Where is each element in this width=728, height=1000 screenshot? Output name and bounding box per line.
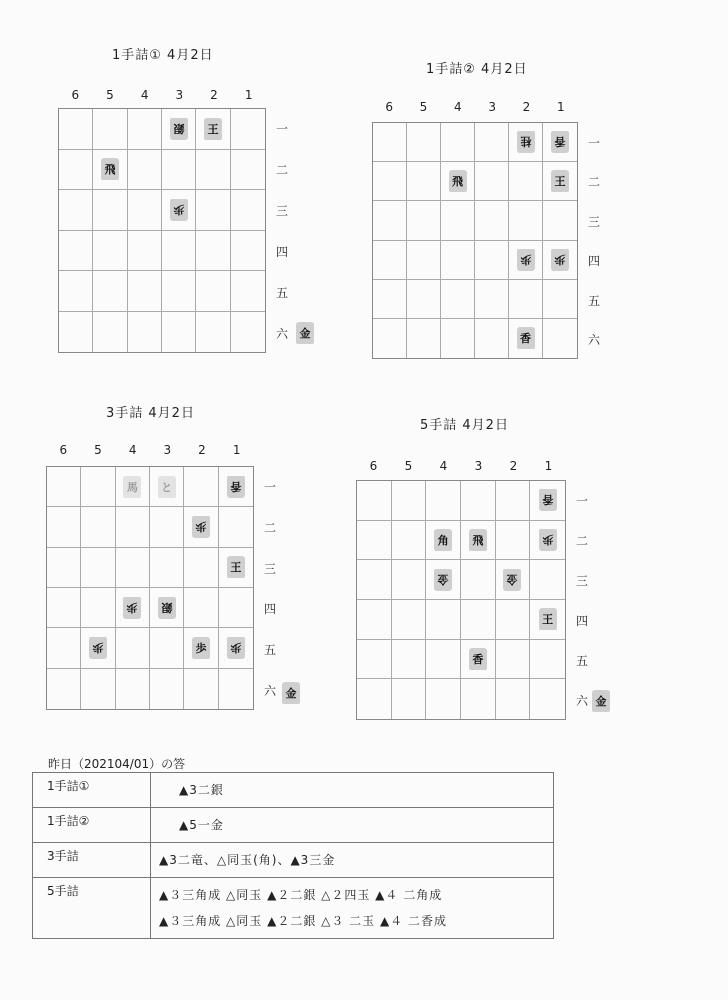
shogi-piece: 歩: [170, 199, 188, 221]
board-square: [509, 280, 543, 319]
board-square: [426, 481, 461, 521]
board-square: [543, 162, 577, 201]
column-number: 6: [59, 443, 68, 457]
board-square: [407, 319, 441, 358]
board-square: [392, 600, 427, 640]
board-square: [219, 588, 253, 628]
board-square: [196, 231, 230, 272]
board-square: [162, 312, 196, 353]
board-square: [407, 162, 441, 201]
row-number: 一: [575, 494, 588, 508]
board-square: [93, 109, 127, 150]
column-number: 3: [488, 100, 496, 114]
board-square: [530, 600, 565, 640]
shogi-piece: 桂: [517, 131, 535, 153]
column-number: 1: [244, 88, 253, 102]
board-square: [128, 150, 162, 191]
shogi-piece: 王: [539, 608, 557, 630]
piece-in-hand: [296, 322, 314, 344]
board-square: [196, 190, 230, 231]
row-number: 二: [263, 521, 276, 535]
board-square: [81, 588, 115, 628]
answer-label: 5手詰: [33, 878, 151, 939]
board-square: [475, 162, 509, 201]
column-number: 6: [385, 100, 393, 114]
board-square: [81, 507, 115, 547]
shogi-piece: 香: [227, 476, 245, 498]
puzzle-title: 5手詰 4月2日: [420, 418, 509, 433]
board-square: [128, 231, 162, 272]
column-number: 4: [454, 100, 462, 114]
board-square: [116, 669, 150, 709]
column-number: 4: [140, 88, 149, 102]
board-square: [407, 201, 441, 240]
column-number: 5: [404, 459, 413, 473]
board-square: [116, 548, 150, 588]
board-square: [162, 109, 196, 150]
column-number: 5: [419, 100, 428, 114]
column-number: 1: [544, 459, 553, 473]
shogi-piece: 飛: [469, 529, 487, 551]
column-number: 5: [106, 88, 114, 102]
row-number: 三: [587, 214, 600, 229]
row-number: 六: [575, 694, 588, 708]
answer-text: [151, 878, 554, 939]
shogi-board: [356, 480, 566, 720]
board-square: [496, 679, 531, 719]
board-square: [162, 190, 196, 231]
shogi-piece: 王: [227, 556, 245, 578]
answer-line: ▲３三角成 △同玉 ▲２二銀 △３ 二玉 ▲４ 二香成: [159, 914, 448, 928]
board-square: [407, 280, 441, 319]
answer-line: ▲5一金: [179, 818, 224, 832]
board-square: [162, 271, 196, 312]
board-square: [373, 123, 407, 162]
row-number: 二: [275, 163, 288, 178]
board-square: [47, 669, 81, 709]
board-square: [357, 560, 392, 600]
shogi-piece: 金: [503, 569, 521, 591]
board-square: [543, 319, 577, 358]
shogi-piece: 歩: [123, 597, 141, 619]
board-square: [196, 109, 230, 150]
board-square: [231, 312, 265, 353]
puzzle-title: 1手詰① 4月2日: [112, 48, 214, 63]
column-number: 4: [128, 443, 137, 457]
board-square: [219, 548, 253, 588]
board-square: [59, 271, 93, 312]
board-square: [426, 640, 461, 680]
column-number: 6: [369, 459, 378, 473]
board-square: [475, 241, 509, 280]
board-square: [509, 201, 543, 240]
board-square: [93, 312, 127, 353]
board-square: [81, 628, 115, 668]
shogi-piece: 歩: [192, 637, 210, 659]
column-number: 3: [175, 88, 184, 102]
board-square: [373, 241, 407, 280]
row-number: 六: [275, 326, 288, 341]
board-square: [116, 588, 150, 628]
board-square: [543, 280, 577, 319]
answer-row: [33, 808, 554, 843]
board-square: [426, 679, 461, 719]
board-square: [59, 109, 93, 150]
board-square: [407, 241, 441, 280]
board-square: [116, 507, 150, 547]
board-square: [475, 280, 509, 319]
board-square: [184, 628, 218, 668]
answers-table: [32, 772, 554, 939]
board-square: [150, 507, 184, 547]
board-square: [184, 507, 218, 547]
board-square: [475, 319, 509, 358]
board-square: [93, 190, 127, 231]
board-square: [150, 548, 184, 588]
board-square: [373, 319, 407, 358]
board-square: [184, 588, 218, 628]
answer-label: 1手詰①: [33, 773, 151, 808]
board-square: [231, 150, 265, 191]
board-square: [231, 271, 265, 312]
board-square: [509, 123, 543, 162]
shogi-piece: 香: [469, 648, 487, 670]
answers-title: 昨日（202104/01）の答: [48, 757, 186, 771]
board-square: [150, 669, 184, 709]
board-square: [116, 628, 150, 668]
board-square: [150, 467, 184, 507]
board-square: [184, 669, 218, 709]
shogi-piece: 王: [204, 118, 222, 140]
row-number: 一: [275, 122, 288, 137]
shogi-piece: 歩: [89, 637, 107, 659]
answer-row: [33, 773, 554, 808]
row-number: 五: [575, 654, 588, 668]
shogi-piece: 王: [551, 170, 569, 192]
board-square: [184, 548, 218, 588]
shogi-piece: 馬: [123, 476, 141, 498]
board-square: [441, 280, 475, 319]
shogi-piece: 金: [434, 569, 452, 591]
board-square: [441, 123, 475, 162]
row-number: 一: [263, 480, 276, 495]
row-number: 三: [263, 561, 276, 576]
puzzle-title: 3手詰 4月2日: [106, 406, 195, 421]
shogi-piece: と: [158, 476, 176, 498]
shogi-board: [58, 108, 266, 353]
column-number: 2: [509, 459, 518, 473]
board-square: [543, 241, 577, 280]
board-square: [496, 560, 531, 600]
board-square: [128, 109, 162, 150]
answer-line: ▲3二竜、△同玉(角)、▲3三金: [159, 853, 336, 867]
shogi-board: [46, 466, 254, 710]
board-square: [47, 548, 81, 588]
board-square: [219, 507, 253, 547]
shogi-piece: 歩: [551, 249, 569, 271]
column-number: 1: [557, 100, 565, 114]
board-square: [47, 588, 81, 628]
board-square: [162, 150, 196, 191]
piece-in-hand: [282, 682, 300, 704]
board-square: [543, 201, 577, 240]
column-number: 2: [522, 100, 531, 114]
board-square: [59, 231, 93, 272]
board-square: [509, 162, 543, 201]
board-square: [116, 467, 150, 507]
board-square: [128, 190, 162, 231]
row-number: 四: [275, 244, 288, 259]
board-square: [219, 467, 253, 507]
board-square: [392, 560, 427, 600]
answer-line: ▲3二銀: [179, 783, 224, 797]
shogi-piece: 金: [296, 322, 314, 344]
row-number: 四: [575, 614, 588, 628]
column-number: 2: [210, 88, 218, 102]
board-square: [357, 600, 392, 640]
board-square: [128, 312, 162, 353]
board-square: [231, 109, 265, 150]
row-number: 四: [263, 602, 276, 617]
answer-label: 1手詰②: [33, 808, 151, 843]
board-square: [509, 319, 543, 358]
column-number: 1: [232, 443, 241, 457]
column-number: 2: [198, 443, 206, 457]
answer-text: [151, 843, 554, 878]
shogi-piece: 歩: [517, 249, 535, 271]
board-square: [392, 521, 427, 561]
board-square: [357, 481, 392, 521]
board-square: [461, 481, 496, 521]
board-square: [93, 150, 127, 191]
answer-label: 3手詰: [33, 843, 151, 878]
board-square: [461, 600, 496, 640]
row-number: 六: [587, 333, 600, 348]
board-square: [441, 319, 475, 358]
board-square: [373, 280, 407, 319]
board-square: [461, 640, 496, 680]
answer-line: ▲３三角成 △同玉 ▲２二銀 △２四玉 ▲４ 二角成: [159, 888, 443, 902]
board-square: [184, 467, 218, 507]
answer-row: [33, 843, 554, 878]
answer-text: [151, 808, 554, 843]
board-square: [196, 150, 230, 191]
column-number: 5: [94, 443, 102, 457]
answer-row: [33, 878, 554, 939]
row-number: 三: [275, 204, 288, 219]
board-square: [426, 521, 461, 561]
column-number: 3: [474, 459, 483, 473]
board-square: [47, 507, 81, 547]
column-number: 3: [163, 443, 172, 457]
board-square: [162, 231, 196, 272]
board-square: [150, 588, 184, 628]
board-square: [59, 150, 93, 191]
board-square: [231, 231, 265, 272]
board-square: [509, 241, 543, 280]
board-square: [231, 190, 265, 231]
board-square: [47, 467, 81, 507]
board-square: [196, 271, 230, 312]
board-square: [93, 271, 127, 312]
board-square: [81, 467, 115, 507]
board-square: [530, 481, 565, 521]
board-square: [219, 628, 253, 668]
shogi-board: [372, 122, 578, 359]
board-square: [357, 679, 392, 719]
board-square: [81, 548, 115, 588]
shogi-piece: 歩: [227, 637, 245, 659]
board-square: [441, 201, 475, 240]
board-square: [475, 201, 509, 240]
row-number: 三: [575, 574, 588, 588]
board-square: [373, 162, 407, 201]
shogi-piece: 歩: [192, 516, 210, 538]
board-square: [530, 640, 565, 680]
board-square: [543, 123, 577, 162]
board-square: [496, 481, 531, 521]
board-square: [392, 640, 427, 680]
board-square: [530, 560, 565, 600]
shogi-piece: 角: [434, 529, 452, 551]
board-square: [441, 162, 475, 201]
row-number: 五: [587, 293, 600, 308]
shogi-piece: 銀: [170, 118, 188, 140]
board-square: [496, 521, 531, 561]
board-square: [59, 312, 93, 353]
board-square: [475, 123, 509, 162]
row-number: 一: [587, 135, 600, 150]
board-square: [373, 201, 407, 240]
board-square: [461, 521, 496, 561]
row-number: 四: [587, 254, 600, 269]
board-square: [219, 669, 253, 709]
board-square: [530, 679, 565, 719]
piece-in-hand: [592, 690, 610, 712]
board-square: [47, 628, 81, 668]
column-number: 4: [439, 459, 448, 473]
shogi-piece: 金: [282, 682, 300, 704]
shogi-piece: 香: [517, 327, 535, 349]
board-square: [357, 640, 392, 680]
board-square: [407, 123, 441, 162]
shogi-piece: 金: [592, 690, 610, 712]
row-number: 五: [263, 643, 276, 657]
board-square: [530, 521, 565, 561]
shogi-piece: 飛: [101, 158, 119, 180]
row-number: 六: [263, 683, 276, 698]
board-square: [392, 679, 427, 719]
shogi-piece: 香: [551, 131, 569, 153]
puzzle-title: 1手詰② 4月2日: [426, 62, 528, 77]
board-square: [496, 640, 531, 680]
shogi-piece: 飛: [449, 170, 467, 192]
board-square: [426, 600, 461, 640]
shogi-piece: 香: [539, 489, 557, 511]
shogi-piece: 歩: [539, 529, 557, 551]
board-square: [392, 481, 427, 521]
board-square: [426, 560, 461, 600]
board-square: [461, 560, 496, 600]
board-square: [441, 241, 475, 280]
answer-text: [151, 773, 554, 808]
row-number: 二: [575, 534, 588, 548]
column-number: 6: [71, 88, 80, 102]
board-square: [93, 231, 127, 272]
row-number: 五: [275, 285, 288, 300]
board-square: [196, 312, 230, 353]
board-square: [150, 628, 184, 668]
board-square: [357, 521, 392, 561]
board-square: [461, 679, 496, 719]
board-square: [81, 669, 115, 709]
shogi-piece: 銀: [158, 597, 176, 619]
board-square: [496, 600, 531, 640]
board-square: [128, 271, 162, 312]
board-square: [59, 190, 93, 231]
row-number: 二: [587, 175, 600, 190]
